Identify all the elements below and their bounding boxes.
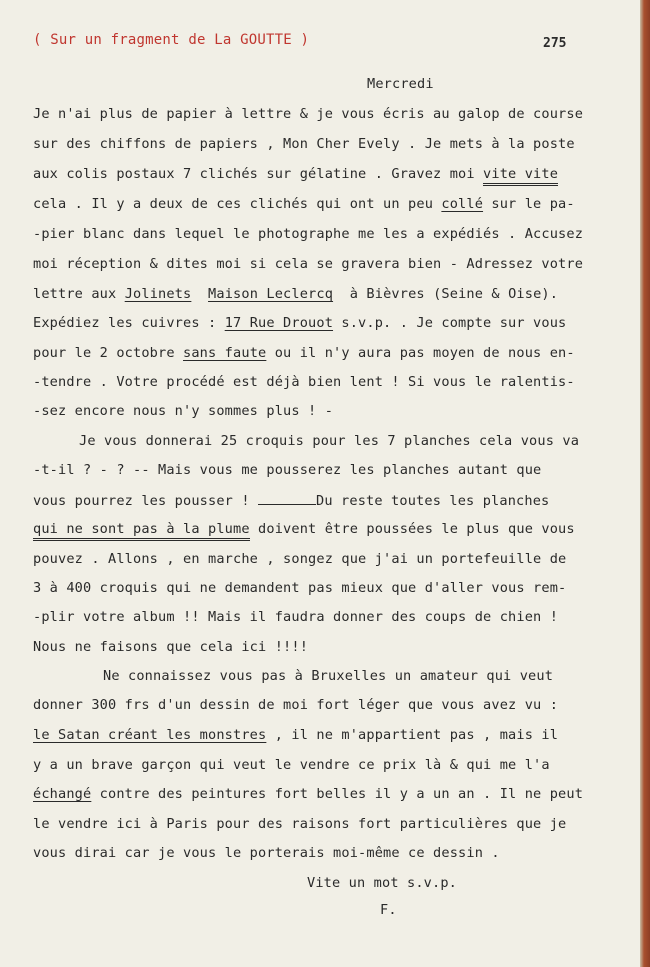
letter-line: donner 300 frs d'un dessin de moi fort léger que vous avez vu :	[33, 697, 559, 713]
letter-line: vous pourrez les pousser ! Du reste toutes les planches	[33, 493, 550, 509]
letter-line: -tendre . Votre procédé est déjà bien lent ! Si vous le ralentis-	[33, 374, 575, 390]
letter-line: -pier blanc dans lequel le photographe me les a expédiés . Accusez	[33, 226, 584, 242]
closing-line: Vite un mot s.v.p.	[307, 875, 458, 891]
underlined-text: vite vite	[483, 166, 558, 186]
letter-line: -sez encore nous n'y sommes plus ! -	[33, 403, 334, 419]
underlined-text: échangé	[33, 786, 92, 802]
letter-line: -plir votre album !! Mais il faudra donner des coups de chien !	[33, 609, 559, 625]
underlined-text: 17 Rue Drouot	[224, 315, 334, 331]
letter-line: qui ne sont pas à la plume doivent être poussées le plus que vous	[33, 521, 575, 537]
underlined-text: collé	[441, 196, 484, 212]
letter-line: vous dirai car je vous le porterais moi-même ce dessin .	[33, 845, 500, 861]
letter-line: pour le 2 octobre sans faute ou il n'y aura pas moyen de nous en-	[33, 345, 575, 361]
underlined-text: qui ne sont pas à la plume	[33, 521, 250, 541]
letter-line: sur des chiffons de papiers , Mon Cher Evely . Je mets à la poste	[33, 136, 575, 152]
dateline: Mercredi	[367, 76, 434, 92]
letter-line: 3 à 400 croquis qui ne demandent pas mieux que d'aller vous rem-	[33, 580, 567, 596]
letter-line: cela . Il y a deux de ces clichés qui ont un peu collé sur le pa-	[33, 196, 575, 212]
letter-line: pouvez . Allons , en marche , songez que j'ai un portefeuille de	[33, 551, 567, 567]
letter-line: lettre aux Jolinets Maison Leclercq à Bièvres (Seine & Oise).	[33, 286, 559, 302]
letter-line: aux colis postaux 7 clichés sur gélatine . Gravez moi vite vite	[33, 166, 558, 182]
letter-line: échangé contre des peintures fort belles il y a un an . Il ne peut	[33, 786, 584, 802]
letter-line: Ne connaissez vous pas à Bruxelles un amateur qui veut	[103, 668, 554, 684]
blank-rule	[258, 492, 316, 505]
page-edge	[640, 0, 650, 967]
letter-line: Expédiez les cuivres : 17 Rue Drouot s.v.p. . Je compte sur vous	[33, 315, 567, 331]
letter-line: Je n'ai plus de papier à lettre & je vous écris au galop de course	[33, 106, 584, 122]
letter-line: le Satan créant les monstres , il ne m'appartient pas , mais il	[33, 727, 559, 743]
letter-line: Je vous donnerai 25 croquis pour les 7 planches cela vous va	[79, 433, 580, 449]
underlined-text: sans faute	[183, 345, 267, 361]
letter-line: y a un brave garçon qui veut le vendre ce prix là & qui me l'a	[33, 757, 550, 773]
letter-line: Nous ne faisons que cela ici !!!!	[33, 639, 309, 655]
letter-line: le vendre ici à Paris pour des raisons fort particulières que je	[33, 816, 567, 832]
page-number: 275	[543, 36, 567, 51]
letter-line: -t-il ? - ? -- Mais vous me pousserez les planches autant que	[33, 462, 542, 478]
letter-line: moi réception & dites moi si cela se gravera bien - Adressez votre	[33, 256, 584, 272]
underlined-text: le Satan créant les monstres	[33, 727, 267, 743]
signature: F.	[380, 902, 397, 918]
underlined-text: Maison Leclercq	[208, 286, 334, 302]
underlined-text: Jolinets	[124, 286, 192, 302]
page-heading: ( Sur un fragment de La GOUTTE )	[33, 32, 310, 48]
